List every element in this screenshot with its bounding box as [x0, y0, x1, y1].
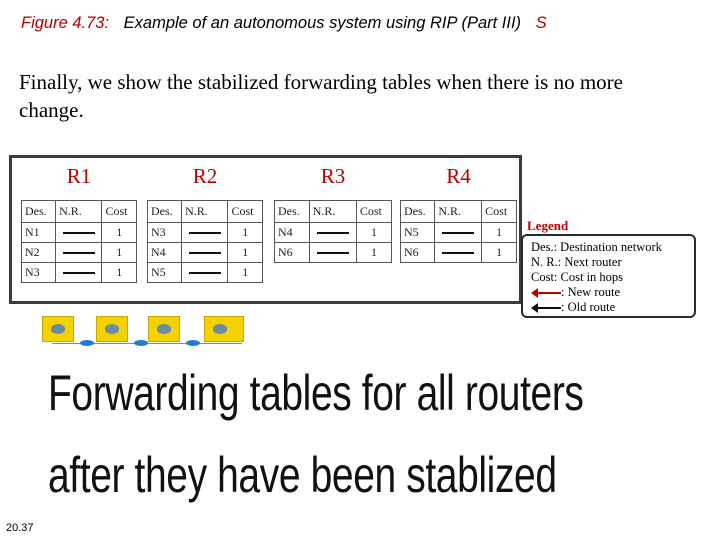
- cost-cell: 1: [482, 243, 517, 263]
- dash-line: [63, 252, 95, 254]
- column-header-des: Des.: [401, 201, 435, 223]
- network-cloud-icon: [80, 340, 94, 346]
- table-row: [148, 223, 263, 243]
- new-route-arrow-icon: [531, 288, 561, 298]
- table-row: [148, 263, 263, 283]
- next-router-cell: [182, 263, 228, 283]
- page-number: 20.37: [6, 522, 34, 534]
- legend-item: N. R.: Next router: [531, 255, 622, 269]
- dash-line: [317, 232, 349, 234]
- router-table-r1: [21, 162, 137, 279]
- column-header-des: Des.: [22, 201, 56, 223]
- dash-line: [442, 252, 474, 254]
- dash-line: [189, 232, 221, 234]
- destination-cell: N5: [401, 223, 435, 243]
- table-header-row: [22, 201, 137, 223]
- next-router-cell: [309, 223, 356, 243]
- next-router-cell: [182, 223, 228, 243]
- heading-line: Forwarding tables for all routers: [48, 365, 584, 421]
- router-name: R3: [320, 164, 346, 188]
- cost-cell: 1: [356, 223, 391, 243]
- router-table-r4: [400, 162, 517, 259]
- dash-line: [442, 232, 474, 234]
- destination-cell: N6: [401, 243, 435, 263]
- destination-cell: N3: [148, 223, 182, 243]
- router-icon: [204, 316, 244, 342]
- destination-cell: N1: [22, 223, 56, 243]
- column-header-cost: Cost: [228, 201, 263, 223]
- heading-line: after they have been stablized: [48, 447, 557, 503]
- router-name: R2: [192, 164, 218, 188]
- legend-item-label: : Old route: [561, 300, 616, 314]
- column-header-nr: N.R.: [56, 201, 102, 223]
- legend-item: Des.: Destination network: [531, 240, 662, 254]
- table-row: [22, 223, 137, 243]
- router-icon: [148, 316, 180, 342]
- destination-cell: N3: [22, 263, 56, 283]
- forwarding-table: [21, 200, 137, 283]
- legend-box: [521, 234, 696, 318]
- dash-line: [63, 232, 95, 234]
- destination-cell: N6: [275, 243, 310, 263]
- cost-cell: 1: [356, 243, 391, 263]
- legend-item-old-route: [531, 300, 694, 315]
- dash-line: [317, 252, 349, 254]
- router-icon: [96, 316, 128, 342]
- forwarding-table: [274, 200, 392, 263]
- legend-item: Cost: Cost in hops: [531, 270, 624, 284]
- dash-line: [63, 272, 95, 274]
- table-row: [148, 243, 263, 263]
- table-header-row: [401, 201, 517, 223]
- next-router-cell: [309, 243, 356, 263]
- forwarding-tables-panel: [9, 155, 522, 304]
- destination-cell: N4: [148, 243, 182, 263]
- figure-number: Figure 4.73:: [21, 14, 110, 32]
- column-header-nr: N.R.: [182, 201, 228, 223]
- table-row: [275, 243, 392, 263]
- router-table-r3: [274, 162, 392, 259]
- router-icon: [42, 316, 74, 342]
- forwarding-table: [147, 200, 263, 283]
- table-row: [22, 243, 137, 263]
- column-header-cost: Cost: [482, 201, 517, 223]
- figure-caption: Example of an autonomous system using RIP (Part III): [123, 14, 522, 32]
- legend-title: Legend: [527, 218, 569, 233]
- column-header-cost: Cost: [356, 201, 391, 223]
- dash-line: [189, 272, 221, 274]
- old-route-arrow-icon: [531, 303, 561, 313]
- cost-cell: 1: [228, 263, 263, 283]
- destination-cell: N4: [275, 223, 310, 243]
- next-router-cell: [56, 263, 102, 283]
- cost-cell: 1: [228, 223, 263, 243]
- column-header-nr: N.R.: [435, 201, 482, 223]
- legend-item-label: : New route: [561, 285, 621, 299]
- network-cloud-icon: [134, 340, 148, 346]
- column-header-des: Des.: [148, 201, 182, 223]
- next-router-cell: [182, 243, 228, 263]
- cost-cell: 1: [102, 263, 137, 283]
- legend-item-new-route: [531, 285, 694, 300]
- table-row: [401, 223, 517, 243]
- next-router-cell: [56, 223, 102, 243]
- cost-cell: 1: [228, 243, 263, 263]
- column-header-nr: N.R.: [309, 201, 356, 223]
- table-row: [401, 243, 517, 263]
- column-header-cost: Cost: [102, 201, 137, 223]
- router-table-r2: [147, 162, 263, 279]
- table-row: [22, 263, 137, 283]
- cost-cell: 1: [482, 223, 517, 243]
- slide-heading: [48, 352, 584, 516]
- router-name: R4: [446, 164, 471, 188]
- destination-cell: N5: [148, 263, 182, 283]
- table-header-row: [275, 201, 392, 223]
- table-header-row: [148, 201, 263, 223]
- column-header-des: Des.: [275, 201, 310, 223]
- dash-line: [189, 252, 221, 254]
- network-diagram-thumbnail: [42, 310, 252, 350]
- destination-cell: N2: [22, 243, 56, 263]
- table-row: [275, 223, 392, 243]
- next-router-cell: [435, 243, 482, 263]
- next-router-cell: [435, 223, 482, 243]
- body-text: Finally, we show the stabilized forwarding tables when there is no more change.: [19, 70, 623, 122]
- network-cloud-icon: [186, 340, 200, 346]
- cost-cell: 1: [102, 243, 137, 263]
- forwarding-table: [400, 200, 517, 263]
- figure-tail: S: [535, 14, 547, 32]
- next-router-cell: [56, 243, 102, 263]
- router-name: R1: [66, 164, 92, 188]
- cost-cell: 1: [102, 223, 137, 243]
- figure-title: [21, 14, 547, 33]
